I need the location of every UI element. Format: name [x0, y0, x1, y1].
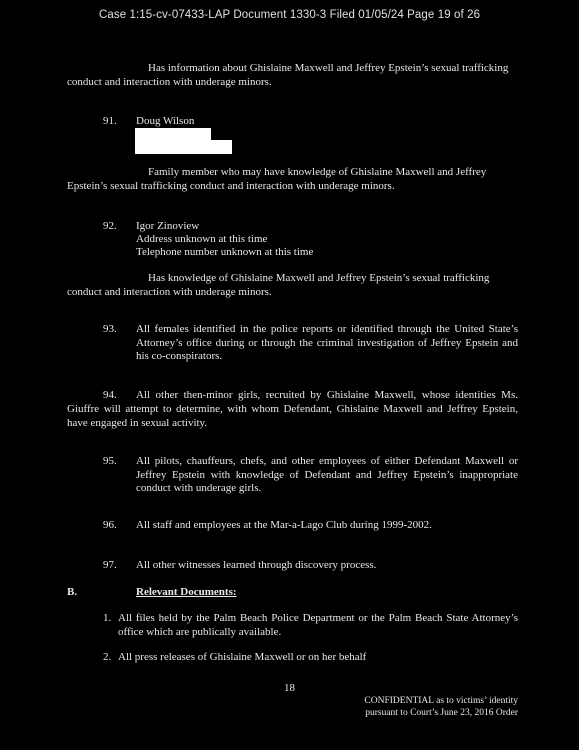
intro-line-1: Has information about Ghislaine Maxwell and Jeffrey Epstein’s sexual trafficking: [148, 62, 509, 74]
item-92-number: 92.: [103, 220, 117, 232]
item-97-number: 97.: [103, 559, 117, 571]
item-92-desc-line-2: conduct and interaction with underage minors.: [67, 286, 272, 298]
document-1-text: All files held by the Palm Beach Police Department or the Palm Beach State Attorney’s office which are publically available.: [118, 612, 518, 638]
item-91-desc-line-1: Family member who may have knowledge of Ghislaine Maxwell and Jeffrey: [148, 166, 487, 178]
section-b-letter: B.: [67, 586, 78, 598]
item-95-number: 95.: [103, 455, 117, 467]
page-number: 18: [284, 682, 295, 694]
item-92-name: Igor Zinoview: [136, 220, 200, 232]
redaction-box: [135, 140, 232, 154]
case-header: Case 1:15-cv-07433-LAP Document 1330-3 Filed 01/05/24 Page 19 of 26: [98, 9, 481, 21]
item-94-number: 94.: [103, 389, 117, 401]
section-b-title: Relevant Documents:: [136, 586, 237, 598]
item-93-text: All females identified in the police reports or identified through the United State’s Attorney’s office during or through the criminal investigation of Jeffrey Epstein and his co-conspirators.: [136, 323, 518, 362]
item-91-desc-line-2: Epstein’s sexual trafficking conduct and interaction with underage minors.: [67, 180, 395, 192]
item-95-text: All pilots, chauffeurs, chefs, and other employees of either Defendant Maxwell or Jeffrey Epstein with knowledge of Defendant and Jeffrey Epstein’s inappropriate conduct with underage girls.: [136, 455, 518, 494]
item-93-number: 93.: [103, 323, 117, 335]
item-91-number: 91.: [103, 115, 117, 127]
item-91-name: Doug Wilson: [136, 115, 195, 127]
document-1-number: 1.: [103, 612, 112, 624]
document-2-text: All press releases of Ghislaine Maxwell or on her behalf: [118, 651, 367, 663]
item-96-number: 96.: [103, 519, 117, 531]
item-92-phone: Telephone number unknown at this time: [136, 246, 314, 258]
item-97-text: All other witnesses learned through discovery process.: [136, 559, 377, 571]
confidential-line-2: pursuant to Court’s June 23, 2016 Order: [365, 708, 518, 718]
document-2-number: 2.: [103, 651, 112, 663]
item-94-text: Giuffre will attempt to determine, with whom Defendant, Ghislaine Maxwell and Jeffrey Epstein, have engaged in sexual activity.: [67, 403, 518, 429]
confidential-line-1: CONFIDENTIAL as to victims’ identity: [364, 696, 518, 706]
item-92-desc-line-1: Has knowledge of Ghislaine Maxwell and Jeffrey Epstein’s sexual trafficking: [148, 272, 490, 284]
item-96-text: All staff and employees at the Mar-a-Lago Club during 1999-2002.: [136, 519, 432, 531]
item-94-first-line: All other then-minor girls, recruited by Ghislaine Maxwell, whose identities Ms.: [136, 389, 518, 401]
item-92-address: Address unknown at this time: [136, 233, 268, 245]
intro-line-2: conduct and interaction with underage minors.: [67, 76, 272, 88]
